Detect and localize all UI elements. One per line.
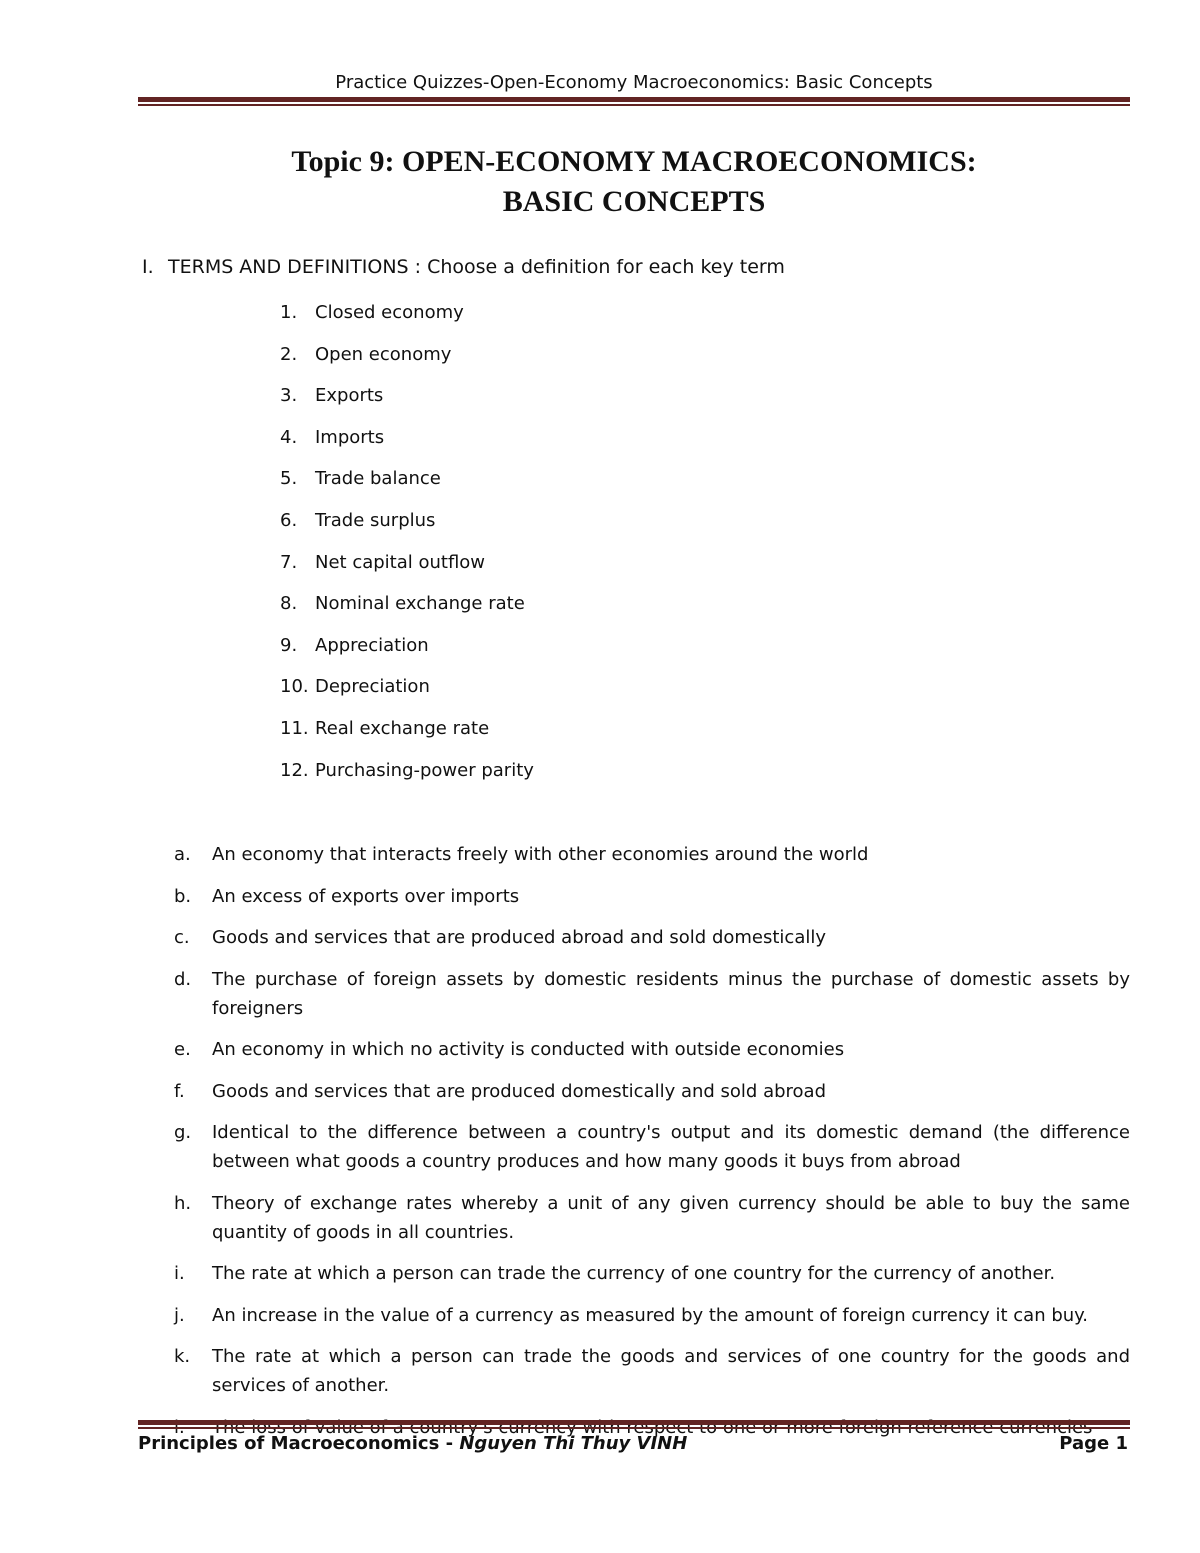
footer-rule-thick <box>138 1420 1130 1425</box>
definition-item <box>174 1077 1130 1106</box>
term-number: 5. <box>280 468 298 490</box>
term-number: 2. <box>280 343 298 365</box>
definition-item <box>174 1259 1130 1288</box>
definition-letter: e. <box>174 1039 191 1060</box>
term-item <box>280 343 534 385</box>
term-item <box>280 675 534 717</box>
terms-list <box>280 301 534 800</box>
definition-text: The purchase of foreign assets by domestic residents minus the purchase of domestic assets by foreigners <box>212 968 1130 1019</box>
term-item <box>280 384 534 426</box>
term-number: 11. <box>280 717 309 739</box>
term-label: Depreciation <box>315 676 430 698</box>
definition-item <box>174 882 1130 911</box>
term-number: 10. <box>280 676 309 698</box>
term-label: Net capital outflow <box>315 551 486 573</box>
term-label: Closed economy <box>315 302 464 323</box>
definition-text: An increase in the value of a currency as measured by the amount of foreign currency it can buy. <box>212 1304 1088 1326</box>
term-label: Appreciation <box>315 634 429 656</box>
section-number: I. <box>142 256 154 278</box>
definition-item <box>174 1035 1130 1064</box>
definition-letter: c. <box>174 927 190 948</box>
definition-text: Goods and services that are produced abroad and sold domestically <box>212 927 827 948</box>
definition-text: Goods and services that are produced domestically and sold abroad <box>212 1080 827 1102</box>
term-item <box>280 634 534 676</box>
term-label: Exports <box>315 385 384 407</box>
definition-item <box>174 1189 1130 1247</box>
header-rule-thick <box>138 97 1130 102</box>
definition-letter: i. <box>174 1263 185 1284</box>
term-item <box>280 717 534 759</box>
definition-letter: g. <box>174 1122 192 1143</box>
definition-item <box>174 1301 1130 1330</box>
term-label: Nominal exchange rate <box>315 593 525 615</box>
term-label: Imports <box>315 426 385 448</box>
topic-title-line-2: BASIC CONCEPTS <box>502 185 766 218</box>
topic-title <box>138 142 1130 222</box>
definition-item <box>174 965 1130 1023</box>
definition-letter: a. <box>174 844 191 865</box>
page-footer <box>138 1433 1130 1459</box>
definition-text: Theory of exchange rates whereby a unit of any given currency should be able to buy the same quantity of goods in all countries. <box>212 1192 1130 1243</box>
term-item <box>280 467 534 509</box>
page-number: Page 1 <box>1059 1433 1128 1454</box>
definition-item <box>174 1342 1130 1400</box>
definition-text: An economy in which no activity is conducted with outside economies <box>212 1039 845 1060</box>
term-number: 9. <box>280 634 298 656</box>
footer-author: Nguyen Thi Thuy VINH <box>459 1433 688 1454</box>
definition-text: The rate at which a person can trade the goods and services of one country for the goods and services of another. <box>212 1346 1130 1396</box>
term-number: 7. <box>280 551 298 573</box>
term-item <box>280 509 534 551</box>
definition-letter: k. <box>174 1346 191 1367</box>
term-label: Open economy <box>315 343 452 365</box>
term-number: 6. <box>280 509 298 531</box>
term-label: Real exchange rate <box>315 717 490 739</box>
definition-letter: h. <box>174 1192 192 1214</box>
definition-item <box>174 1118 1130 1176</box>
term-number: 3. <box>280 385 298 407</box>
term-number: 1. <box>280 302 298 323</box>
footer-course-title: Principles of Macroeconomics - <box>138 1433 460 1454</box>
definition-item <box>174 923 1130 952</box>
term-label: Trade surplus <box>315 509 436 531</box>
term-number: 12. <box>280 759 309 781</box>
definition-item <box>174 840 1130 869</box>
definition-letter: f. <box>174 1080 185 1102</box>
term-number: 4. <box>280 426 298 448</box>
header-rule-thin <box>138 104 1130 106</box>
term-item <box>280 551 534 593</box>
term-item <box>280 301 534 343</box>
term-number: 8. <box>280 593 298 615</box>
definition-text: Identical to the difference between a country's output and its domestic demand (the difference between what goods a country produces and how many goods it buys from abroad <box>212 1122 1130 1172</box>
definition-text: The rate at which a person can trade the currency of one country for the currency of another. <box>212 1263 1056 1284</box>
running-header: Practice Quizzes-Open-Economy Macroeconomics: Basic Concepts <box>335 72 933 93</box>
footer-rule-thin <box>138 1427 1130 1429</box>
definition-text: An economy that interacts freely with other economies around the world <box>212 844 869 865</box>
definitions-list <box>174 840 1130 1454</box>
definition-letter: j. <box>174 1304 185 1326</box>
term-item <box>280 426 534 468</box>
term-label: Purchasing-power parity <box>315 759 534 781</box>
term-item <box>280 759 534 801</box>
topic-title-line-1: Topic 9: OPEN-ECONOMY MACROECONOMICS: <box>291 145 977 178</box>
definition-letter: b. <box>174 885 192 907</box>
term-label: Trade balance <box>315 468 441 490</box>
definition-letter: d. <box>174 968 192 990</box>
definition-text: An excess of exports over imports <box>212 885 520 907</box>
section-heading-text: TERMS AND DEFINITIONS : Choose a definition for each key term <box>168 256 785 278</box>
term-item <box>280 592 534 634</box>
footer-course <box>138 1433 687 1454</box>
section-heading <box>142 256 785 278</box>
